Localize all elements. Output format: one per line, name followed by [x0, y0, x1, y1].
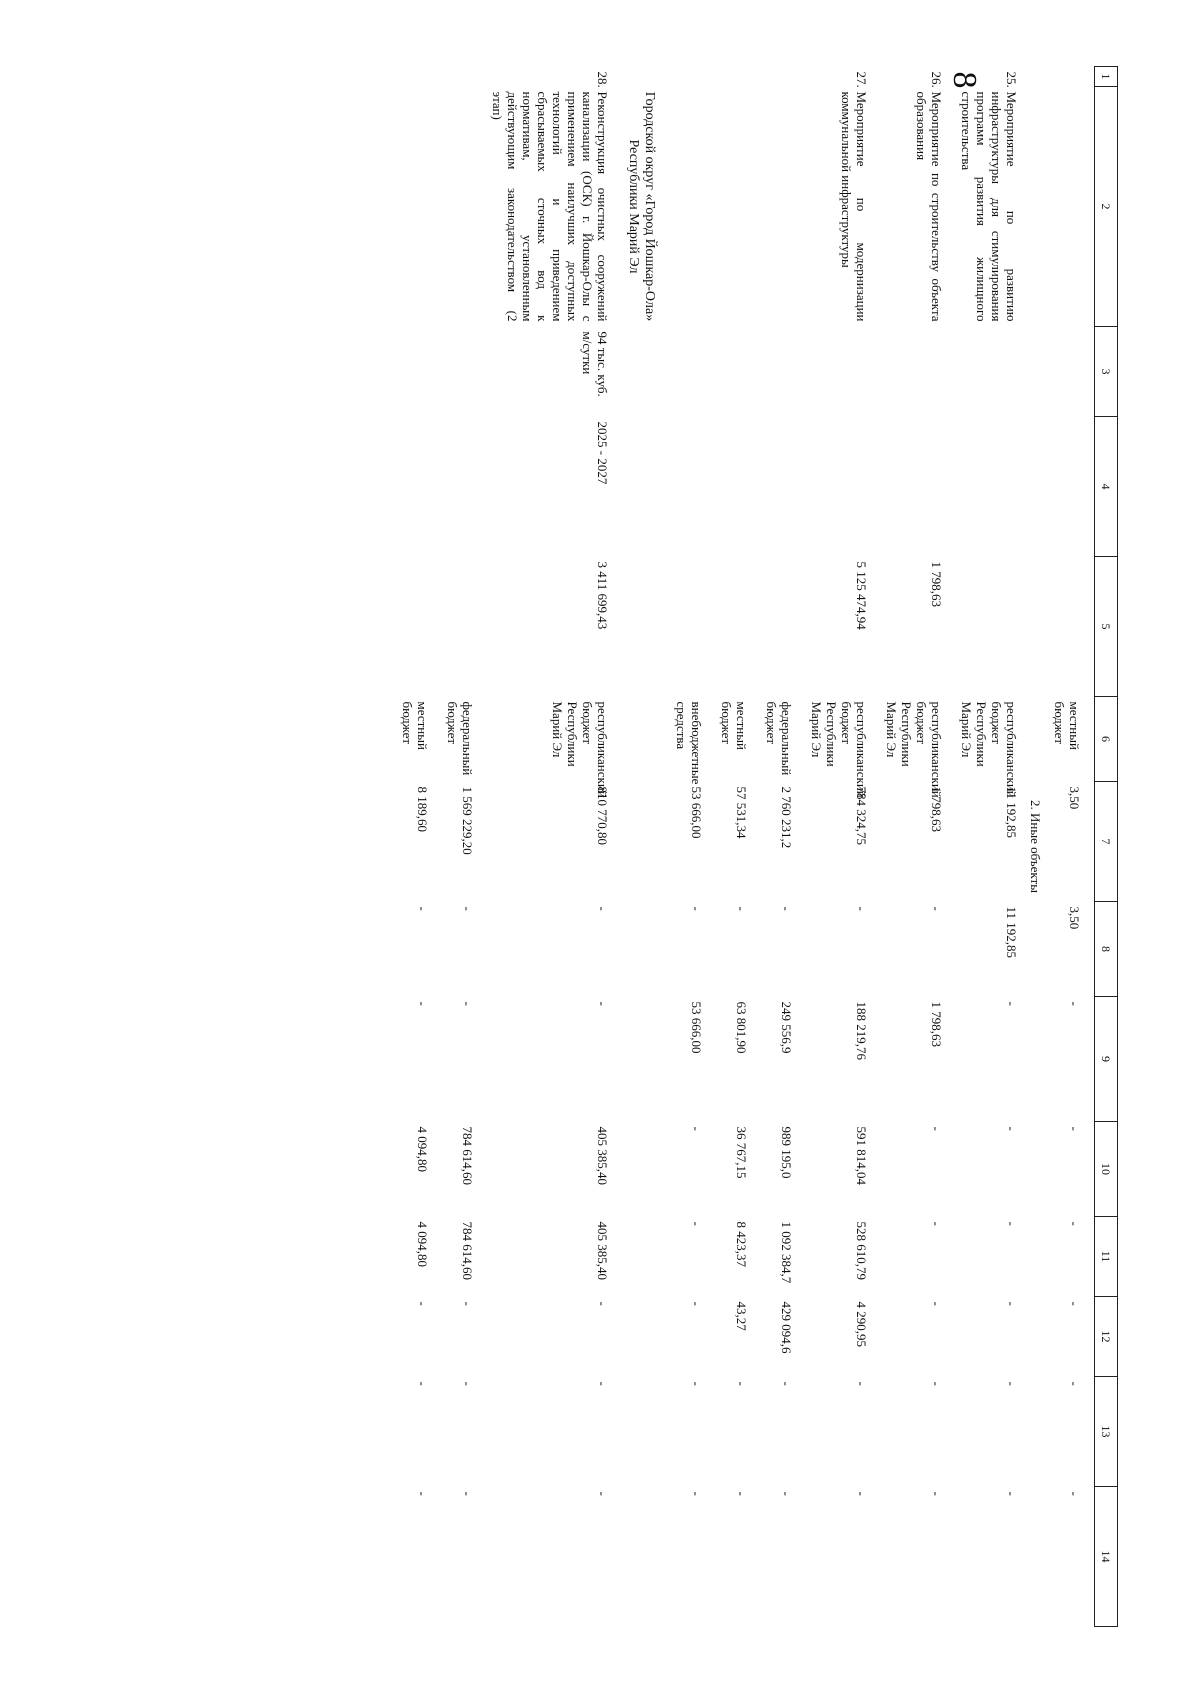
cell-col-8: - [734, 906, 749, 911]
city-empty-cell [622, 67, 671, 87]
cell-col-14: - [1004, 1491, 1019, 1496]
cell-col-1 [761, 67, 806, 87]
cell-col-13: - [854, 1381, 869, 1386]
cell-col-2: Реконструкция очистных сооружений канализации (ОСК) г. Йошкар-Олы с применением наилучших доступных технологий и приведением сбрасываемых сточных вод к нормативам, установленным действующим законодательством (2 этап) [490, 91, 610, 322]
cell-col-11: 528 610,79 [854, 1221, 869, 1280]
cell-col-4 [956, 417, 1022, 557]
cell-col-5 [671, 557, 716, 697]
cell-col-10: 784 614,60 [460, 1126, 475, 1185]
cell-col-3: 94 тыс. куб. м/сутки [580, 331, 610, 397]
cell-col-8: 11 192,85 [1004, 906, 1019, 959]
header-cell-1: 1 [1095, 67, 1118, 87]
cell-col-11: 1 092 384,7 [779, 1221, 794, 1284]
table-row [487, 67, 622, 1627]
cell-col-7: 810 770,80 [595, 786, 610, 845]
cell-col-7: 3,50 [1067, 786, 1082, 810]
header-cell-9: 9 [1095, 997, 1118, 1122]
cell-col-13: - [460, 1381, 475, 1386]
header-cell-11: 11 [1095, 1217, 1118, 1297]
cell-col-7: 1 798,63 [929, 786, 944, 832]
cell-col-13: - [734, 1381, 749, 1386]
cell-col-1: 27. [854, 71, 869, 88]
cell-col-12: - [929, 1301, 944, 1306]
table-row [671, 67, 716, 1627]
cell-col-2 [671, 87, 716, 327]
cell-col-6: республиканский бюджет Республики Марий Эл [809, 701, 869, 798]
cell-col-6: внебюджетные средства [674, 701, 704, 785]
table-row [761, 67, 806, 1627]
cell-col-9: - [460, 1001, 475, 1006]
cell-col-9: - [1067, 1001, 1082, 1006]
cell-col-4 [806, 417, 881, 557]
cell-col-8: - [595, 906, 610, 911]
cell-col-9: 188 219,76 [854, 1001, 869, 1060]
cell-col-2 [1049, 87, 1095, 327]
cell-col-4 [1049, 417, 1095, 557]
cell-col-1 [1049, 67, 1095, 87]
cell-col-10: 36 767,15 [734, 1126, 749, 1179]
cell-col-4 [442, 417, 487, 557]
table-row [397, 67, 442, 1627]
cell-col-13: - [779, 1381, 794, 1386]
rotated-page-content [254, 66, 1118, 1626]
cell-col-3 [1049, 327, 1095, 417]
cell-col-14: - [460, 1491, 475, 1496]
cell-col-5 [442, 557, 487, 697]
cell-col-9: 63 801,90 [734, 1001, 749, 1054]
cell-col-10: 591 814,04 [854, 1126, 869, 1185]
cell-col-6: местный бюджет [719, 701, 749, 750]
cell-col-1: 25. [1004, 71, 1019, 88]
cell-col-2: Мероприятие по строительству объекта образования [914, 91, 944, 322]
table-row [1049, 67, 1095, 1627]
cell-col-3 [442, 327, 487, 417]
section-title: 2. Иные объекты [1028, 800, 1043, 893]
cell-col-10: 989 195,0 [779, 1126, 794, 1179]
cell-col-11: 4 094,80 [415, 1221, 430, 1267]
cell-col-6: местный бюджет [400, 701, 430, 750]
cell-col-3 [716, 327, 761, 417]
cell-col-12: - [415, 1301, 430, 1306]
cell-col-14: - [415, 1491, 430, 1496]
cell-col-7: 53 666,00 [689, 786, 704, 839]
cell-col-7: 11 192,85 [1004, 786, 1019, 839]
header-cell-3: 3 [1095, 327, 1118, 417]
cell-col-3 [956, 327, 1022, 417]
cell-col-7: 8 189,60 [415, 786, 430, 832]
cell-col-14: - [779, 1491, 794, 1496]
cell-col-3 [671, 327, 716, 417]
header-row [1095, 67, 1118, 1627]
cell-col-12: - [1067, 1301, 1082, 1306]
cell-col-12: - [595, 1301, 610, 1306]
cell-col-9: 1 798,63 [929, 1001, 944, 1047]
table-row [881, 67, 956, 1627]
cell-col-6: республиканский бюджет Республики Марий Эл [959, 701, 1019, 798]
cell-col-8: - [689, 906, 704, 911]
cell-col-12: - [1004, 1301, 1019, 1306]
cell-col-11: 8 423,37 [734, 1221, 749, 1267]
cell-col-7: 1 569 229,20 [460, 786, 475, 855]
cell-col-1 [716, 67, 761, 87]
cell-col-12: 429 094,6 [779, 1301, 794, 1354]
cell-col-7: 57 531,34 [734, 786, 749, 839]
cell-col-3 [397, 327, 442, 417]
cell-col-13: - [595, 1381, 610, 1386]
header-cell-4: 4 [1095, 417, 1118, 557]
cell-col-9: - [595, 1001, 610, 1006]
cell-col-2 [716, 87, 761, 327]
cell-col-4 [716, 417, 761, 557]
page-number: 8 [946, 71, 983, 89]
cell-col-2: Мероприятие по модернизации коммунальной инфраструктуры [839, 91, 869, 322]
cell-col-7: 784 324,75 [854, 786, 869, 845]
cell-col-6: федеральный бюджет [764, 701, 794, 776]
header-cell-6: 6 [1095, 697, 1118, 782]
cell-col-1: 26. [929, 71, 944, 88]
cell-col-14: - [734, 1491, 749, 1496]
header-cell-2: 2 [1095, 87, 1118, 327]
cell-col-2: Мероприятие по развитию инфраструктуры для стимулирования программ развития жилищного строительства [959, 91, 1019, 322]
cell-col-8: - [779, 906, 794, 911]
cell-col-11: - [1004, 1221, 1019, 1226]
header-cell-13: 13 [1095, 1377, 1118, 1487]
cell-col-1: 28. [595, 71, 610, 88]
cell-col-12: 43,27 [734, 1301, 749, 1331]
cell-col-13: - [415, 1381, 430, 1386]
cell-col-13: - [1067, 1381, 1082, 1386]
city-empty-cell [622, 327, 671, 1627]
cell-col-9: - [1004, 1001, 1019, 1006]
cell-col-5 [397, 557, 442, 697]
cell-col-5: 3 411 699,43 [595, 561, 610, 630]
cell-col-11: - [929, 1221, 944, 1226]
cell-col-10: - [1067, 1126, 1082, 1131]
cell-col-6: федеральный бюджет [445, 701, 475, 776]
cell-col-14: - [1067, 1491, 1082, 1496]
cell-col-8: - [929, 906, 944, 911]
header-cell-7: 7 [1095, 782, 1118, 902]
cell-col-5: 5 125 474,94 [854, 561, 869, 630]
budget-table [397, 66, 1118, 1627]
cell-col-10: - [1004, 1126, 1019, 1131]
cell-col-7: 2 760 231,2 [779, 786, 794, 849]
cell-col-1 [671, 67, 716, 87]
cell-col-6: республиканский бюджет Республики Марий Эл [550, 701, 610, 798]
cell-col-9: - [415, 1001, 430, 1006]
cell-col-12: - [460, 1301, 475, 1306]
cell-col-6: местный бюджет [1052, 701, 1082, 750]
cell-col-13: - [1004, 1381, 1019, 1386]
cell-col-6: республиканский бюджет Республики Марий Эл [884, 701, 944, 798]
table-row [442, 67, 487, 1627]
cell-col-13: - [689, 1381, 704, 1386]
table-row [956, 67, 1022, 1627]
header-cell-5: 5 [1095, 557, 1118, 697]
cell-col-9: 53 666,00 [689, 1001, 704, 1054]
cell-col-8: - [415, 906, 430, 911]
cell-col-11: - [1067, 1221, 1082, 1226]
cell-col-5 [956, 557, 1022, 697]
cell-col-1 [397, 67, 442, 87]
cell-col-8: - [460, 906, 475, 911]
section-row [1022, 67, 1049, 1627]
cell-col-11: - [689, 1221, 704, 1226]
cell-col-12: 4 290,95 [854, 1301, 869, 1347]
cell-col-3 [881, 327, 956, 417]
cell-col-5: 1 798,63 [929, 561, 944, 607]
cell-col-11: 405 385,40 [595, 1221, 610, 1280]
cell-col-5 [716, 557, 761, 697]
header-cell-12: 12 [1095, 1297, 1118, 1377]
cell-col-3 [761, 327, 806, 417]
table-row [716, 67, 761, 1627]
cell-col-14: - [595, 1491, 610, 1496]
header-cell-10: 10 [1095, 1122, 1118, 1217]
cell-col-10: - [929, 1126, 944, 1131]
cell-col-4 [881, 417, 956, 557]
cell-col-2 [761, 87, 806, 327]
header-cell-14: 14 [1095, 1487, 1118, 1627]
cell-col-14: - [854, 1491, 869, 1496]
cell-col-13: - [929, 1381, 944, 1386]
cell-col-4 [761, 417, 806, 557]
cell-col-4 [671, 417, 716, 557]
cell-col-11: 784 614,60 [460, 1221, 475, 1280]
cell-col-4 [397, 417, 442, 557]
city-heading-row [622, 67, 671, 1627]
city-heading: Городской округ «Город Йошкар-Ола» Республики Марий Эл [626, 91, 657, 322]
header-cell-8: 8 [1095, 902, 1118, 997]
cell-col-14: - [929, 1491, 944, 1496]
cell-col-14: - [689, 1491, 704, 1496]
cell-col-2 [397, 87, 442, 327]
cell-col-2 [442, 87, 487, 327]
cell-col-4: 2025 - 2027 [595, 421, 610, 485]
cell-col-12: - [689, 1301, 704, 1306]
cell-col-8: 3,50 [1067, 906, 1082, 930]
cell-col-10: 405 385,40 [595, 1126, 610, 1185]
cell-col-3 [806, 327, 881, 417]
cell-col-8: - [854, 906, 869, 911]
cell-col-9: 249 556,9 [779, 1001, 794, 1054]
table-row [806, 67, 881, 1627]
cell-col-1 [442, 67, 487, 87]
cell-col-10: - [689, 1126, 704, 1131]
cell-col-5 [1049, 557, 1095, 697]
cell-col-5 [761, 557, 806, 697]
cell-col-10: 4 094,80 [415, 1126, 430, 1172]
